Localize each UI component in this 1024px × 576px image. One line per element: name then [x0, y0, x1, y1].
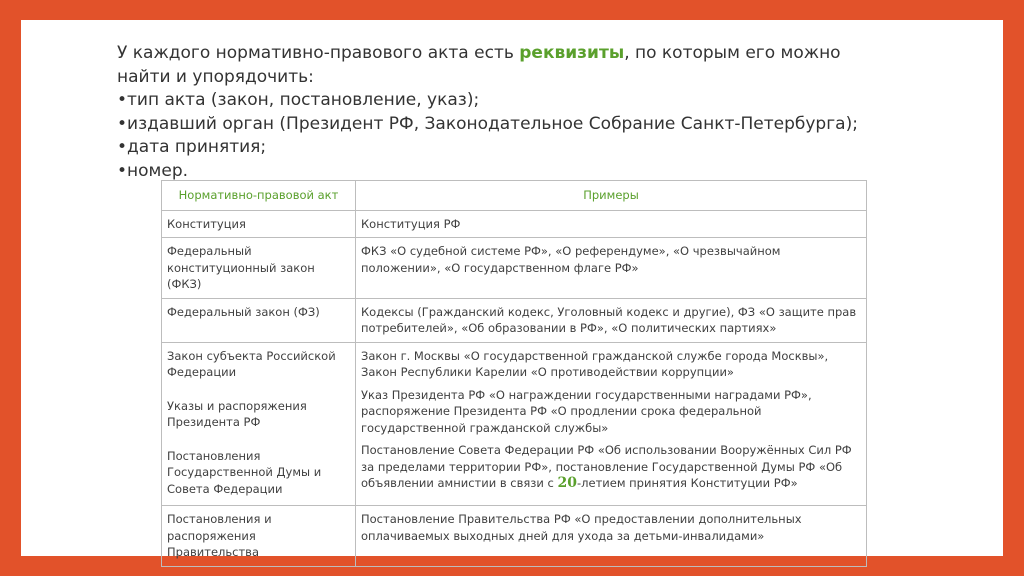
example-cell-group [356, 342, 867, 506]
act-cell: Федеральный закон (ФЗ) [162, 298, 356, 342]
keyword-rekvizity: реквизиты [519, 43, 625, 63]
act-cell: Федеральный конституционный закон (ФКЗ) [162, 238, 356, 299]
act-cell-group [162, 342, 356, 506]
act-cell: Указы и распоряжения Президента РФ [167, 398, 307, 429]
intro-text [117, 42, 977, 183]
intro-line-1-end: , по которым его можно [624, 43, 841, 63]
act-cell: Постановления и распоряжения Правительства [162, 506, 356, 567]
example-number: 20 [557, 475, 577, 491]
table-row [162, 342, 867, 506]
header-examples: Примеры [356, 181, 867, 211]
example-cell: Закон г. Москвы «О государственной гражданской службе города Москвы», Закон Республики Карелии «О противодействии коррупции» [361, 348, 829, 379]
example-cell: Конституция РФ [356, 210, 867, 238]
bullet-item: •дата принятия; [117, 137, 267, 157]
example-text: Постановление Совета Федерации РФ «Об использовании Вооружённых Сил РФ за пределами территории РФ», постановление Государственной Думы РФ «Об объявлении амнистии в связи с [361, 443, 852, 490]
act-cell: Закон субъекта Российской Федерации [167, 348, 336, 379]
example-cell: Указ Президента РФ «О награждении государственными наградами РФ», распоряжение Президента РФ «О продлении срока федеральной государственной гражданской службы» [361, 387, 812, 435]
intro-line-2: найти и упорядочить: [117, 66, 314, 87]
acts-table [161, 180, 867, 567]
table-row [162, 506, 867, 567]
example-cell: ФКЗ «О судебной системе РФ», «О референдуме», «О чрезвычайном положении», «О государственном флаге РФ» [356, 238, 867, 299]
header-act: Нормативно-правовой акт [162, 181, 356, 211]
example-cell [361, 442, 861, 492]
example-cell: Кодексы (Гражданский кодекс, Уголовный кодекс и другие), ФЗ «О защите прав потребителей», «Об образовании в РФ», «О политических партиях» [356, 298, 867, 342]
example-text: -летием принятия Конституции РФ» [577, 476, 798, 490]
table-row [162, 298, 867, 342]
act-cell: Конституция [162, 210, 356, 238]
slide [21, 20, 1003, 559]
act-cell: Постановления Государственной Думы и Совета Федерации [167, 448, 322, 496]
bullet-item: •номер. [117, 160, 189, 181]
intro-line-1-start: У каждого нормативно-правового акта есть [117, 43, 520, 63]
intro-line-1 [117, 42, 977, 66]
bullet-item: •тип акта (закон, постановление, указ); [117, 90, 480, 110]
table-row [162, 238, 867, 299]
example-cell: Постановление Правительства РФ «О предоставлении дополнительных оплачиваемых выходных дней для ухода за детьми-инвалидами» [356, 506, 867, 567]
bullet-item: •издавший орган (Президент РФ, Законодательное Собрание Санкт-Петербурга); [117, 113, 858, 134]
table-row [162, 210, 867, 238]
table-header-row [162, 181, 867, 211]
